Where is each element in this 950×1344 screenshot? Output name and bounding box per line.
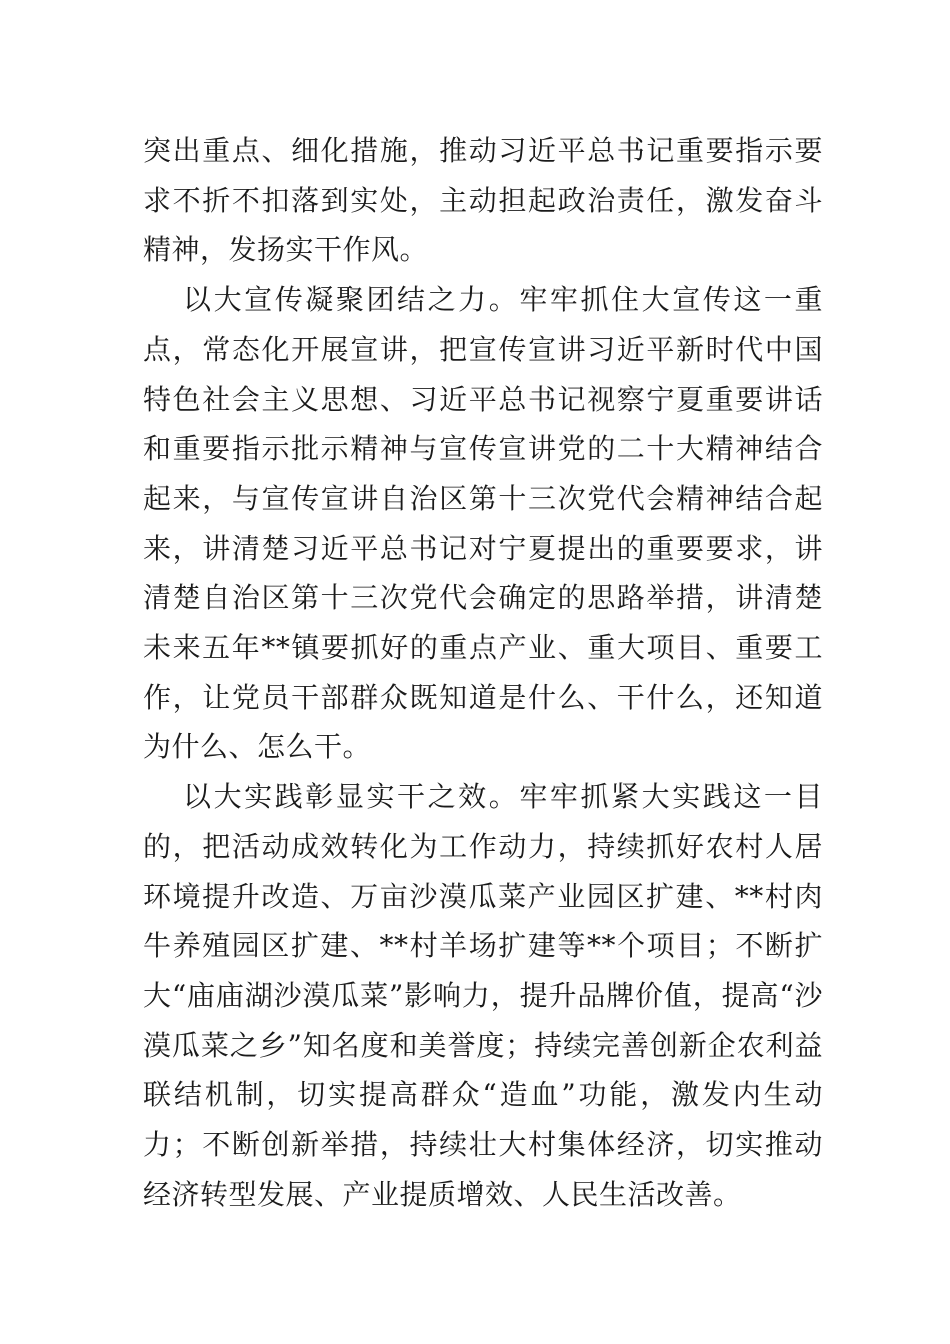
paragraph-continuation: 突出重点、细化措施，推动习近平总书记重要指示要求不折不扣落到实处，主动担起政治责任，激发奋斗精神，发扬实干作风。 xyxy=(143,134,823,267)
paragraph-practice: 以大实践彰显实干之效。牢牢抓紧大实践这一目的，把活动成效转化为工作动力，持续抓好农村人居环境提升改造、万亩沙漠瓜菜产业园区扩建、**村肉牛养殖园区扩建、**村羊场扩建等**个项目；不断扩大“庙庙湖沙漠瓜菜”影响力，提升品牌价值，提高“沙漠瓜菜之乡”知名度和美誉度；持续完善创新企农利益联结机制，切实提高群众“造血”功能，激发内生动力；不断创新举措，持续壮大村集体经济，切实推动经济转型发展、产业提质增效、人民生活改善。 xyxy=(143,780,823,1211)
body-text xyxy=(143,126,823,1219)
paragraph-publicity: 以大宣传凝聚团结之力。牢牢抓住大宣传这一重点，常态化开展宣讲，把宣传宣讲习近平新时代中国特色社会主义思想、习近平总书记视察宁夏重要讲话和重要指示批示精神与宣传宣讲党的二十大精神结合起来，与宣传宣讲自治区第十三次党代会精神结合起来，讲清楚习近平总书记对宁夏提出的重要要求，讲清楚自治区第十三次党代会确定的思路举措，讲清楚未来五年**镇要抓好的重点产业、重大项目、重要工作，让党员干部群众既知道是什么、干什么，还知道为什么、怎么干。 xyxy=(143,283,823,764)
